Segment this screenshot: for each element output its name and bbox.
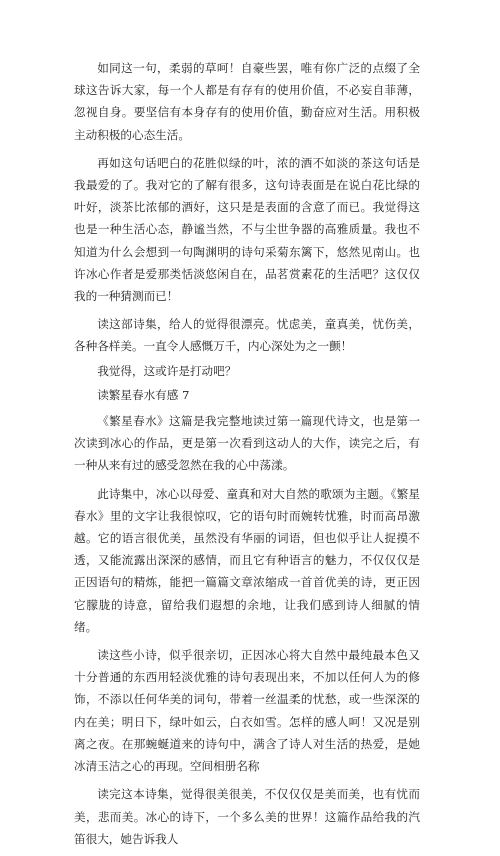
paragraph-2: 再如这句话吧白的花胜似绿的叶，浓的酒不如淡的茶这句话是我最爱的了。我对它的了解有很多，这句诗表面是在说白花比绿的叶好，淡茶比浓郁的酒好，这只是是表面的含意了而已。我觉得这也是一种生活心态，静谧当然，不与尘世争器的高雅质量。我也不知道为什么会想到一句陶渊明的诗句采菊东篱下，悠然见南山。也许冰心作者是爱那类恬淡悠闲自在，品茗赏素花的生活吧？这仅仅我的一种猜测而已！ — [74, 155, 420, 304]
paragraph-1: 如同这一句，柔弱的草呵！自豪些罢，唯有你广泛的点缀了全球这告诉大家，每一个人都是有存有的使用价值，不必妄自菲薄，忽视自身。要坚信有本身存有的使用价值，勤奋应对生活。用积极主动积极的心态生活。 — [74, 61, 420, 142]
paragraph-8: 读完这本诗集，觉得很美很美，不仅仅仅是美而美，也有忧而美，悲而美。冰心的诗下，一个多么美的世界！这篇作品给我的汽笛很大，她告诉我人 — [74, 787, 420, 846]
paragraph-6: 此诗集中，冰心以母爱、童真和对大自然的歌颂为主题。《繁星春水》里的文字让我很惊叹，它的语句时而婉转忧雅，时而高昂激越。它的语言很优美，虽然没有华丽的词语，但也似乎让人捉摸不透，又能流露出深深的感情，而且它有种语言的魅力，不仅仅仅是正因语句的精炼，能把一篇篇文章浓缩成一首首优美的诗，更正因它朦胧的诗意，留给我们遐想的余地，让我们感到诗人细腻的情绪。 — [74, 486, 420, 634]
section-heading: 读繁星春水有感 7 — [97, 387, 190, 402]
document-page — [74, 57, 420, 856]
paragraph-3: 读这部诗集，给人的觉得很漂亮。忧虑美，童真美，忧伤美，各种各样美。一直令人感慨万千，内心深处为之一颤！ — [74, 317, 420, 354]
paragraph-5: 《繁星春水》这篇是我完整地读过第一篇现代诗文，也是第一次读到冰心的作品，更是第一次看到这动人的大作，读完之后，有一种从来有过的感受忽然在我的心中荡漾。 — [74, 414, 420, 473]
paragraph-4: 我觉得，这或许是打动吧？ — [97, 363, 237, 378]
paragraph-7: 读这些小诗，似乎很亲切，正因冰心将大自然中最纯最本色又十分普通的东西用轻淡优雅的诗句表现出来，不加以任何人为的修饰，不添以任何华美的词句，带着一丝温柔的忧愁，或一些深深的内在美；明日下，绿叶如云，白衣如雪。怎样的感人呵！又况是别离之夜。在那蜿蜒道来的诗句中，满含了诗人对生活的热爱，是她冰清玉洁之心的再现。空间相册名称 — [74, 648, 420, 774]
